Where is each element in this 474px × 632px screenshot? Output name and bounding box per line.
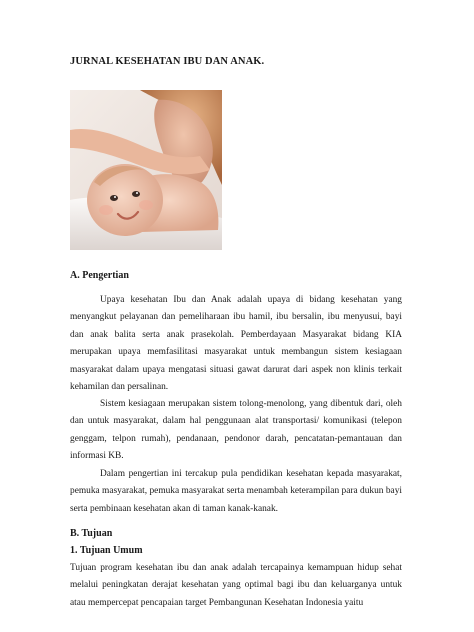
paragraph: Dalam pengertian ini tercakup pula pendidikan kesehatan kepada masyarakat, pemuka masyarakat, pemuka masyarakat serta menambah keterampilan para dukun bayi serta pembinaan kesehatan akan di taman kanak-kanak. [70,469,402,514]
subsection-heading-tujuan-umum: 1. Tujuan Umum [70,545,143,556]
photo-illustration [70,90,222,250]
document-title: JURNAL KESEHATAN IBU DAN ANAK. [70,56,265,67]
mother-and-baby-photo [70,90,222,250]
section-heading-tujuan: B. Tujuan [70,528,113,539]
paragraph: Upaya kesehatan Ibu dan Anak adalah upaya di bidang kesehatan yang menyangkut pelayanan dan pemeliharaan ibu hamil, ibu bersalin, ibu menyusui, bayi dan anak balita serta anak prasekolah. Pemberdayaan Masyarakat bidang KIA merupakan upaya memfasilitasi masyarakat untuk membangun sistem kesiagaan masyarakat dalam upaya mengatasi situasi gawat darurat dari aspek non klinis terkait kehamilan dan persalinan. [70,295,402,393]
section-heading-pengertian: A. Pengertian [70,270,129,281]
paragraph: Tujuan program kesehatan ibu dan anak adalah tercapainya kemampuan hidup sehat melalui peningkatan derajat kesehatan yang optimal bagi ibu dan keluarganya untuk atau mempercepat pencapaian target Pembangunan Kesehatan Indonesia yaitu [70,563,402,608]
paragraph: Sistem kesiagaan merupakan sistem tolong-menolong, yang dibentuk dari, oleh dan untuk masyarakat, dalam hal penggunaan alat transportasi/ komunikasi (telepon genggam, telpon rumah), pendanaan, pendonor darah, pencatatan-pemantauan dan informasi KB. [70,399,402,462]
